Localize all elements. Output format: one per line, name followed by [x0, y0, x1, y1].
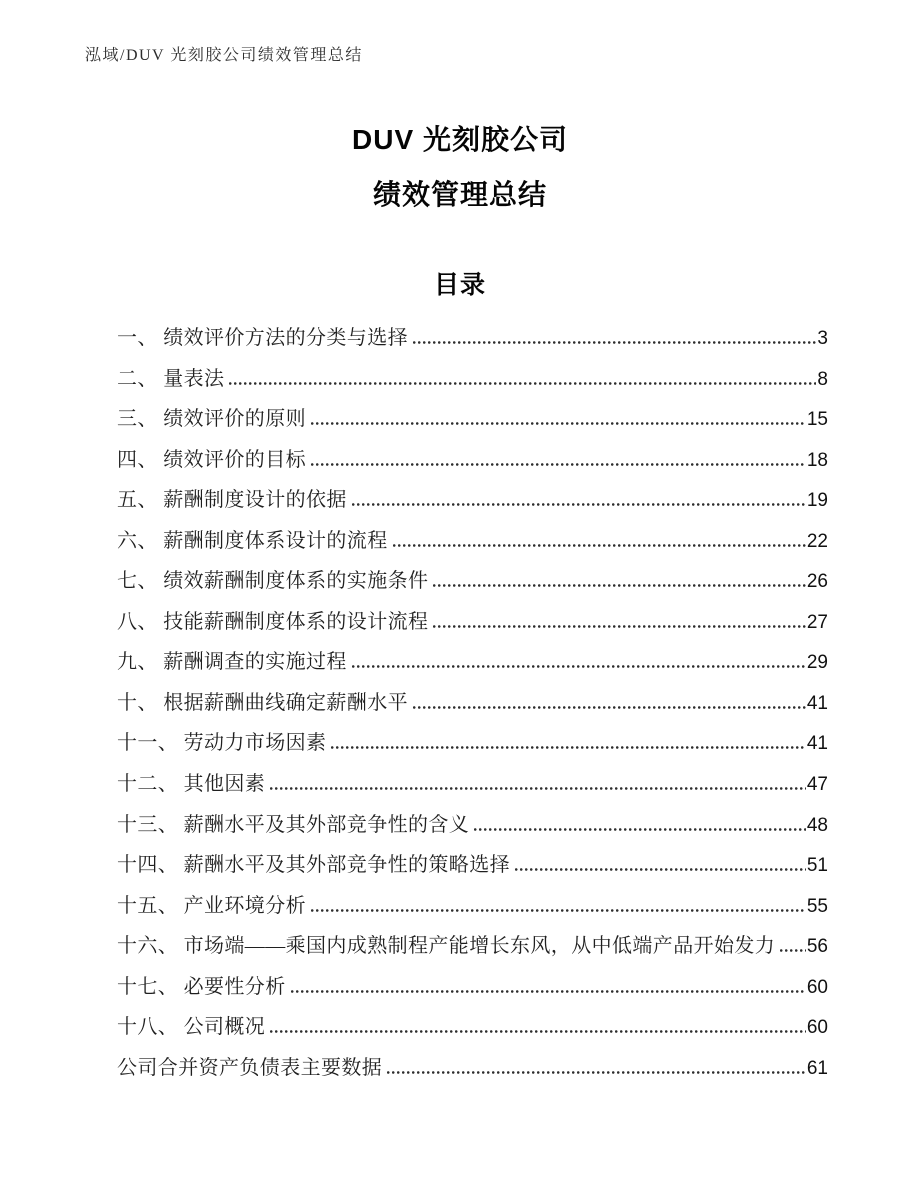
toc-entry-page: 29: [806, 652, 828, 674]
toc-entry[interactable]: [117, 642, 828, 683]
toc-entry-label: 十一、 劳动力市场因素: [117, 732, 327, 755]
toc-entry-page: 18: [806, 449, 828, 471]
toc-entry-page: 27: [806, 611, 828, 633]
toc-entry-label: 三、 绩效评价的原则: [117, 408, 306, 431]
toc-leader-dots: [352, 503, 806, 506]
toc-entry-page: 48: [806, 814, 828, 836]
toc-entry-label: 十二、 其他因素: [117, 773, 266, 796]
toc-entry[interactable]: [117, 683, 828, 724]
toc-leader-dots: [311, 422, 806, 425]
toc-entry-page: 56: [806, 936, 828, 958]
toc-entry-page: 47: [806, 774, 828, 796]
toc-leader-dots: [474, 828, 806, 831]
toc-entry-label: 五、 薪酬制度设计的依据: [117, 489, 347, 512]
toc-entry[interactable]: [117, 967, 828, 1008]
toc-entry-label: 九、 薪酬调查的实施过程: [117, 651, 347, 674]
toc-entry-page: 3: [817, 328, 828, 349]
toc-entry-label: 十八、 公司概况: [117, 1016, 266, 1039]
toc-entry-page: 60: [806, 1017, 828, 1039]
toc-leader-dots: [311, 463, 806, 466]
toc-entry-page: 22: [806, 530, 828, 552]
toc-entry-label: 四、 绩效评价的目标: [117, 448, 306, 471]
toc-entry-label: 十五、 产业环境分析: [117, 894, 306, 917]
toc-entry[interactable]: [117, 521, 828, 562]
toc-entry-page: 60: [806, 976, 828, 998]
toc-leader-dots: [433, 584, 805, 587]
toc-entry-label: 七、 绩效薪酬制度体系的实施条件: [117, 570, 429, 593]
document-header: 泓域/DUV 光刻胶公司绩效管理总结: [85, 47, 363, 64]
toc-entry[interactable]: [117, 318, 828, 359]
toc-entry-label: 十三、 薪酬水平及其外部竞争性的含义: [117, 813, 470, 836]
toc-leader-dots: [413, 706, 806, 709]
toc-entry-label: 十七、 必要性分析: [117, 975, 286, 998]
toc-entry-page: 41: [806, 692, 828, 714]
toc-leader-dots: [331, 746, 805, 749]
table-of-contents: [117, 318, 828, 1088]
toc-entry-label: 公司合并资产负债表主要数据: [117, 1056, 383, 1079]
toc-leader-dots: [433, 625, 805, 628]
toc-leader-dots: [270, 1030, 806, 1033]
toc-entry-label: 十、 根据薪酬曲线确定薪酬水平: [117, 691, 408, 714]
toc-leader-dots: [387, 1071, 806, 1074]
toc-entry-label: 六、 薪酬制度体系设计的流程: [117, 529, 388, 552]
toc-entry[interactable]: [117, 359, 828, 400]
toc-entry[interactable]: [117, 723, 828, 764]
toc-entry[interactable]: [117, 845, 828, 886]
toc-entry-label: 十四、 薪酬水平及其外部竞争性的策略选择: [117, 854, 510, 877]
toc-entry-page: 19: [806, 490, 828, 512]
toc-entry-page: 51: [806, 855, 828, 877]
toc-entry[interactable]: [117, 1007, 828, 1048]
document-title-line2: 绩效管理总结: [372, 179, 547, 210]
toc-entry-label: 八、 技能薪酬制度体系的设计流程: [117, 610, 429, 633]
toc-entry[interactable]: [117, 764, 828, 805]
toc-leader-dots: [352, 665, 806, 668]
toc-leader-dots: [413, 341, 816, 344]
toc-entry[interactable]: [117, 602, 828, 643]
toc-entry[interactable]: [117, 561, 828, 602]
toc-entry-page: 8: [817, 368, 828, 390]
toc-leader-dots: [780, 949, 806, 952]
toc-entry[interactable]: [117, 886, 828, 927]
toc-entry-page: 41: [806, 733, 828, 755]
toc-entry-label: 十六、 市场端——乘国内成熟制程产能增长东风，从中低端产品开始发力: [117, 935, 776, 958]
toc-entry[interactable]: [117, 805, 828, 846]
toc-entry[interactable]: [117, 440, 828, 481]
toc-entry-label: 二、 量表法: [117, 367, 225, 390]
toc-entry[interactable]: [117, 1048, 828, 1089]
toc-entry-page: 26: [806, 571, 828, 593]
toc-leader-dots: [291, 990, 806, 993]
toc-entry-page: 55: [806, 895, 828, 917]
toc-leader-dots: [229, 382, 816, 385]
toc-entry[interactable]: [117, 480, 828, 521]
toc-entry[interactable]: [117, 926, 828, 967]
toc-leader-dots: [270, 787, 806, 790]
document-title-line1: DUV 光刻胶公司: [352, 124, 568, 155]
toc-entry-label: 一、 绩效评价方法的分类与选择: [117, 327, 408, 349]
toc-leader-dots: [311, 909, 806, 912]
toc-leader-dots: [393, 544, 806, 547]
toc-entry-page: 15: [806, 409, 828, 431]
toc-entry-page: 61: [806, 1057, 828, 1079]
toc-heading: 目录: [433, 271, 486, 299]
toc-entry[interactable]: [117, 399, 828, 440]
toc-leader-dots: [515, 868, 806, 871]
